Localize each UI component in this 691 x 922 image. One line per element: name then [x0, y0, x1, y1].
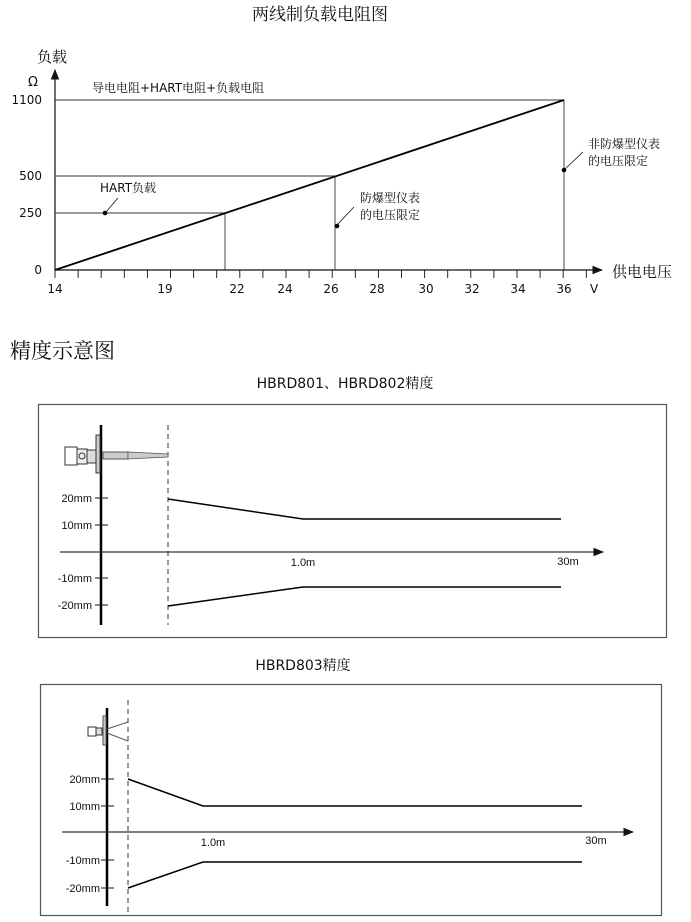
x-tick: 14 [47, 282, 63, 296]
tick-label: 20mm [61, 493, 92, 505]
hart-load-label: HART负载 [100, 181, 157, 195]
nonex-limit-label: 非防爆型仪表 [588, 137, 661, 151]
nonex-limit-label: 的电压限定 [588, 154, 649, 168]
x-tick-labels [47, 282, 571, 296]
nonex-limit-marker [562, 168, 567, 173]
y-axis-label: 负载 [37, 48, 68, 66]
y-tick: 1100 [11, 93, 42, 107]
accuracy-panel-803 [41, 657, 662, 916]
tick-label: -20mm [57, 600, 92, 612]
ex-limit-label: 防爆型仪表 [360, 191, 421, 205]
load-resistance-chart [11, 5, 672, 296]
far-distance-label: 30m [585, 835, 607, 847]
ex-limit-label: 的电压限定 [360, 208, 421, 222]
x-tick: 24 [277, 282, 293, 296]
ex-limit-marker [335, 224, 340, 229]
near-distance-label: 1.0m [200, 837, 226, 849]
tick-label: -10mm [57, 573, 92, 585]
x-axis-unit: V [590, 282, 599, 296]
tick-label: 10mm [69, 801, 100, 813]
probe-antenna-icon [65, 435, 168, 473]
x-tick: 34 [510, 282, 526, 296]
y-tick: 250 [19, 206, 42, 220]
x-tick: 30 [418, 282, 434, 296]
lower-accuracy-envelope [128, 862, 582, 888]
near-distance-label: 1.0m [290, 557, 316, 569]
accuracy-heading: 精度示意图 [10, 339, 115, 363]
top-resistance-label: 导电电阻+HART电阻+负载电阻 [92, 81, 265, 95]
hart-load-marker [103, 211, 108, 216]
lower-accuracy-envelope [168, 587, 561, 606]
x-minor-ticks [55, 270, 586, 278]
tick-label: -20mm [65, 883, 100, 895]
tick-label: 10mm [61, 520, 92, 532]
far-distance-label: 30m [557, 556, 579, 568]
y-tick: 0 [34, 263, 42, 277]
upper-accuracy-envelope [168, 499, 561, 519]
accuracy-panel-801-802 [39, 375, 667, 638]
chart-title: 两线制负载电阻图 [252, 5, 388, 25]
x-tick: 32 [464, 282, 480, 296]
x-tick: 36 [556, 282, 572, 296]
tick-label: 20mm [69, 774, 100, 786]
panel-title: HBRD801、HBRD802精度 [256, 376, 434, 392]
x-tick: 22 [229, 282, 245, 296]
y-tick-labels [11, 93, 42, 277]
x-tick: 19 [157, 282, 173, 296]
x-axis-label: 供电电压 [612, 263, 673, 281]
x-tick: 28 [369, 282, 385, 296]
x-tick: 26 [323, 282, 339, 296]
y-axis-unit: Ω [28, 75, 38, 90]
upper-accuracy-envelope [128, 779, 582, 806]
tick-label: -10mm [65, 855, 100, 867]
panel-title: HBRD803精度 [255, 658, 351, 674]
y-tick: 500 [19, 169, 42, 183]
